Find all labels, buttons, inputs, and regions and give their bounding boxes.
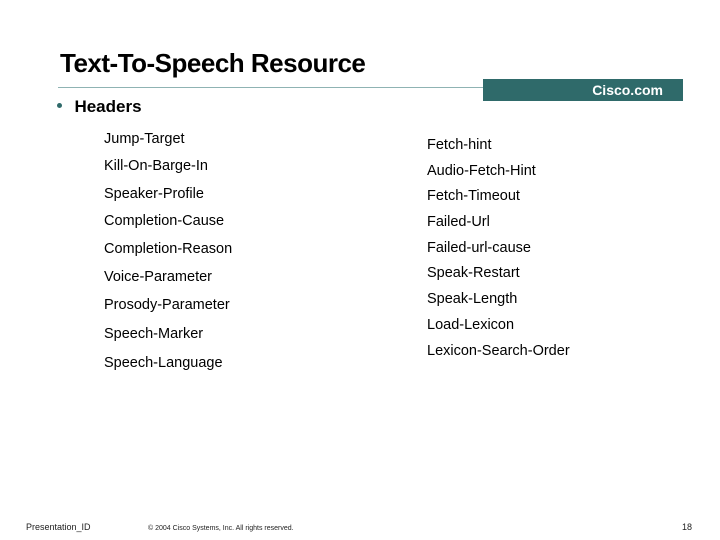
list-item: Failed-url-cause <box>427 240 531 256</box>
list-item: Speak-Length <box>427 291 518 307</box>
list-item: Speech-Marker <box>104 326 204 342</box>
list-item: Voice-Parameter <box>104 269 212 285</box>
list-item: Fetch-hint <box>427 137 492 153</box>
page-number: 18 <box>682 522 693 532</box>
list-item: Fetch-Timeout <box>427 188 520 204</box>
list-item: Failed-Url <box>427 214 490 230</box>
list-item: Audio-Fetch-Hint <box>427 163 536 179</box>
list-item: Speak-Restart <box>427 265 520 281</box>
brand-bar <box>483 79 683 101</box>
brand-logo-text: Cisco.com <box>592 82 663 98</box>
bullet-label: Headers <box>74 97 142 116</box>
list-item: Prosody-Parameter <box>104 297 230 313</box>
list-item: Kill-On-Barge-In <box>104 158 208 174</box>
bullet-headers <box>57 97 142 117</box>
presentation-id: Presentation_ID <box>26 522 91 532</box>
copyright-notice: © 2004 Cisco Systems, Inc. All rights reserved. <box>148 525 294 532</box>
list-item: Completion-Cause <box>104 213 225 229</box>
list-item: Speaker-Profile <box>104 186 204 202</box>
list-item: Lexicon-Search-Order <box>427 343 570 359</box>
list-item: Jump-Target <box>104 131 185 147</box>
title-divider <box>58 87 483 88</box>
list-item: Load-Lexicon <box>427 317 515 333</box>
slide-title: Text-To-Speech Resource <box>60 48 366 78</box>
list-item: Speech-Language <box>104 355 223 371</box>
bullet-dot-icon <box>57 103 62 108</box>
list-item: Completion-Reason <box>104 241 233 257</box>
